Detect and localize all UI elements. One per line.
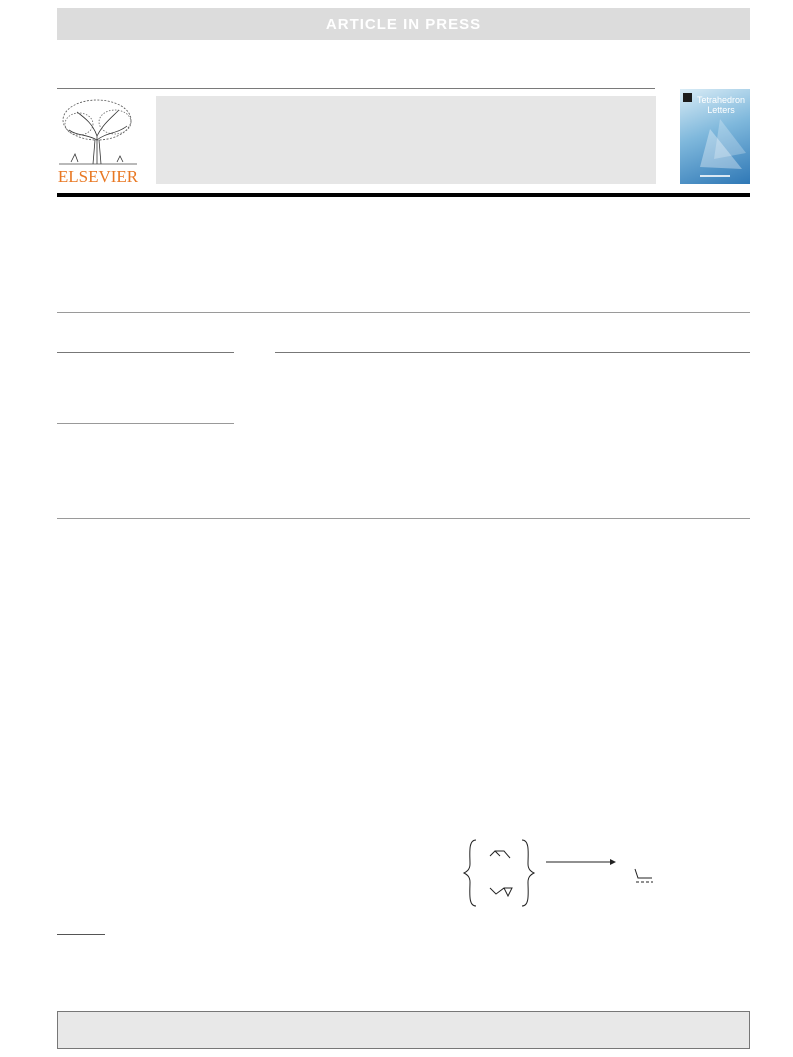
article-info-rule [57, 352, 234, 353]
cyclopropane-structure-icon [490, 888, 512, 896]
tree-icon [57, 96, 139, 168]
curly-brace-right-icon [522, 840, 534, 906]
alkene-structure-icon [490, 851, 510, 858]
title-block-rule [57, 312, 750, 313]
banner-text: ARTICLE IN PRESS [325, 15, 482, 33]
footnote-rule [57, 934, 105, 935]
elsevier-logo[interactable] [57, 96, 139, 186]
abstract-bottom-rule [57, 518, 750, 519]
elsevier-wordmark: ELSEVIER [57, 167, 139, 186]
cover-title: Tetrahedron Letters [696, 95, 746, 115]
journal-info-box [156, 96, 656, 184]
header-bottom-rule [57, 193, 750, 197]
keywords-rule [57, 423, 234, 424]
abstract-rule [275, 352, 750, 353]
journal-cover-thumbnail[interactable] [680, 89, 750, 184]
article-in-press-banner [57, 8, 750, 40]
citation-footer-box [57, 1011, 750, 1049]
graphical-abstract-scheme [460, 836, 660, 911]
curly-brace-left-icon [464, 840, 476, 906]
product-structure-icon [635, 869, 652, 878]
header-top-rule [57, 88, 655, 89]
cover-graphic-icon [680, 89, 750, 184]
